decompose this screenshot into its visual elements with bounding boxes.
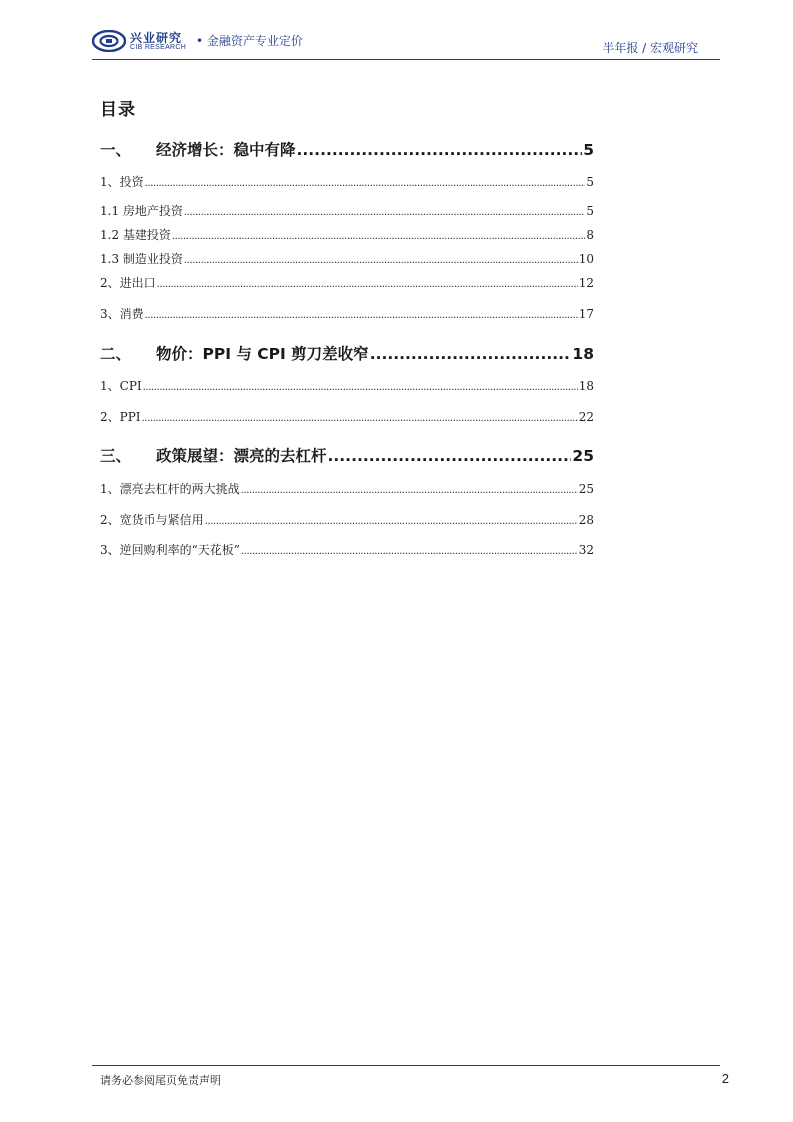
toc-item-reverse-repo[interactable] xyxy=(100,541,594,557)
toc-page-number: 22 xyxy=(578,410,594,424)
toc-item-investment[interactable] xyxy=(100,173,594,189)
toc-page-number: 25 xyxy=(578,482,594,496)
toc-leader xyxy=(142,413,578,424)
report-type: 半年报 / 宏观研究 xyxy=(602,41,698,55)
header-divider xyxy=(92,59,720,60)
logo-chinese-name: 兴业研究 xyxy=(130,31,183,45)
toc-page-number: 25 xyxy=(572,447,594,465)
toc-item-label: 1.2 基建投资 xyxy=(100,228,171,242)
toc-item-label: 2、PPI xyxy=(100,410,141,424)
toc-section-1[interactable] xyxy=(100,138,594,160)
toc-leader xyxy=(328,447,572,465)
toc-leader xyxy=(157,279,578,290)
toc-leader xyxy=(145,310,578,321)
toc-page-number: 5 xyxy=(586,175,594,189)
toc-leader xyxy=(184,255,578,266)
page-header xyxy=(92,28,720,60)
toc-title: 目录 xyxy=(100,100,136,120)
toc-leader xyxy=(172,231,585,242)
toc-section-label: 政策展望：漂亮的去杠杆 xyxy=(156,447,327,465)
toc-page-number: 18 xyxy=(578,379,594,393)
footer-divider xyxy=(92,1065,720,1066)
toc-page-number: 28 xyxy=(578,513,594,527)
toc-section-number: 一、 xyxy=(100,141,132,159)
toc-leader xyxy=(370,345,572,363)
toc-item-label: 1、投资 xyxy=(100,175,144,189)
header-tagline: • 金融资产专业定价 xyxy=(196,34,303,48)
toc-item-monetary-credit[interactable] xyxy=(100,511,594,527)
toc-item-label: 1、漂亮去杠杆的两大挑战 xyxy=(100,482,240,496)
toc-item-label: 1.1 房地产投资 xyxy=(100,204,183,218)
toc-page-number: 5 xyxy=(583,141,594,159)
toc-page-number: 8 xyxy=(586,228,594,242)
toc-page-number: 10 xyxy=(578,252,594,266)
toc-item-label: 3、消费 xyxy=(100,307,144,321)
toc-leader xyxy=(241,485,578,496)
toc-section-number: 二、 xyxy=(100,345,132,363)
toc-page-number: 17 xyxy=(578,307,594,321)
toc-page-number: 12 xyxy=(578,276,594,290)
toc-leader xyxy=(143,382,578,393)
toc-item-label: 2、进出口 xyxy=(100,276,156,290)
toc-page-number: 5 xyxy=(586,204,594,218)
toc-leader xyxy=(184,207,585,218)
toc-item-label: 1、CPI xyxy=(100,379,142,393)
toc-page-number: 32 xyxy=(578,543,594,557)
toc-item-label: 1.3 制造业投资 xyxy=(100,252,183,266)
page-number: 2 xyxy=(721,1071,729,1086)
toc-item-trade[interactable] xyxy=(100,274,594,290)
toc-section-3[interactable] xyxy=(100,444,594,466)
toc-item-label: 2、宽货币与紧信用 xyxy=(100,513,204,527)
toc-item-cpi[interactable] xyxy=(100,377,594,393)
logo-english-name: CIB RESEARCH xyxy=(130,44,187,51)
toc-section-2[interactable] xyxy=(100,342,594,364)
toc-item-deleveraging-challenges[interactable] xyxy=(100,480,594,496)
toc-section-label: 经济增长：稳中有降 xyxy=(156,141,296,159)
toc-section-number: 三、 xyxy=(100,447,132,465)
toc-leader xyxy=(297,141,583,159)
toc-section-label: 物价：PPI 与 CPI 剪刀差收窄 xyxy=(156,345,369,363)
toc-page-number: 18 xyxy=(572,345,594,363)
toc-item-ppi[interactable] xyxy=(100,408,594,424)
toc-item-manufacturing[interactable] xyxy=(100,250,594,266)
toc-item-real-estate[interactable] xyxy=(100,202,594,218)
cib-logo-icon xyxy=(92,30,126,52)
toc-leader xyxy=(145,178,586,189)
toc-leader xyxy=(241,546,578,557)
toc-item-infrastructure[interactable] xyxy=(100,226,594,242)
toc-item-consumption[interactable] xyxy=(100,305,594,321)
toc-item-label: 3、逆回购利率的“天花板” xyxy=(100,543,240,557)
footer-disclaimer: 请务必参阅尾页免责声明 xyxy=(100,1074,221,1087)
toc-leader xyxy=(205,516,578,527)
